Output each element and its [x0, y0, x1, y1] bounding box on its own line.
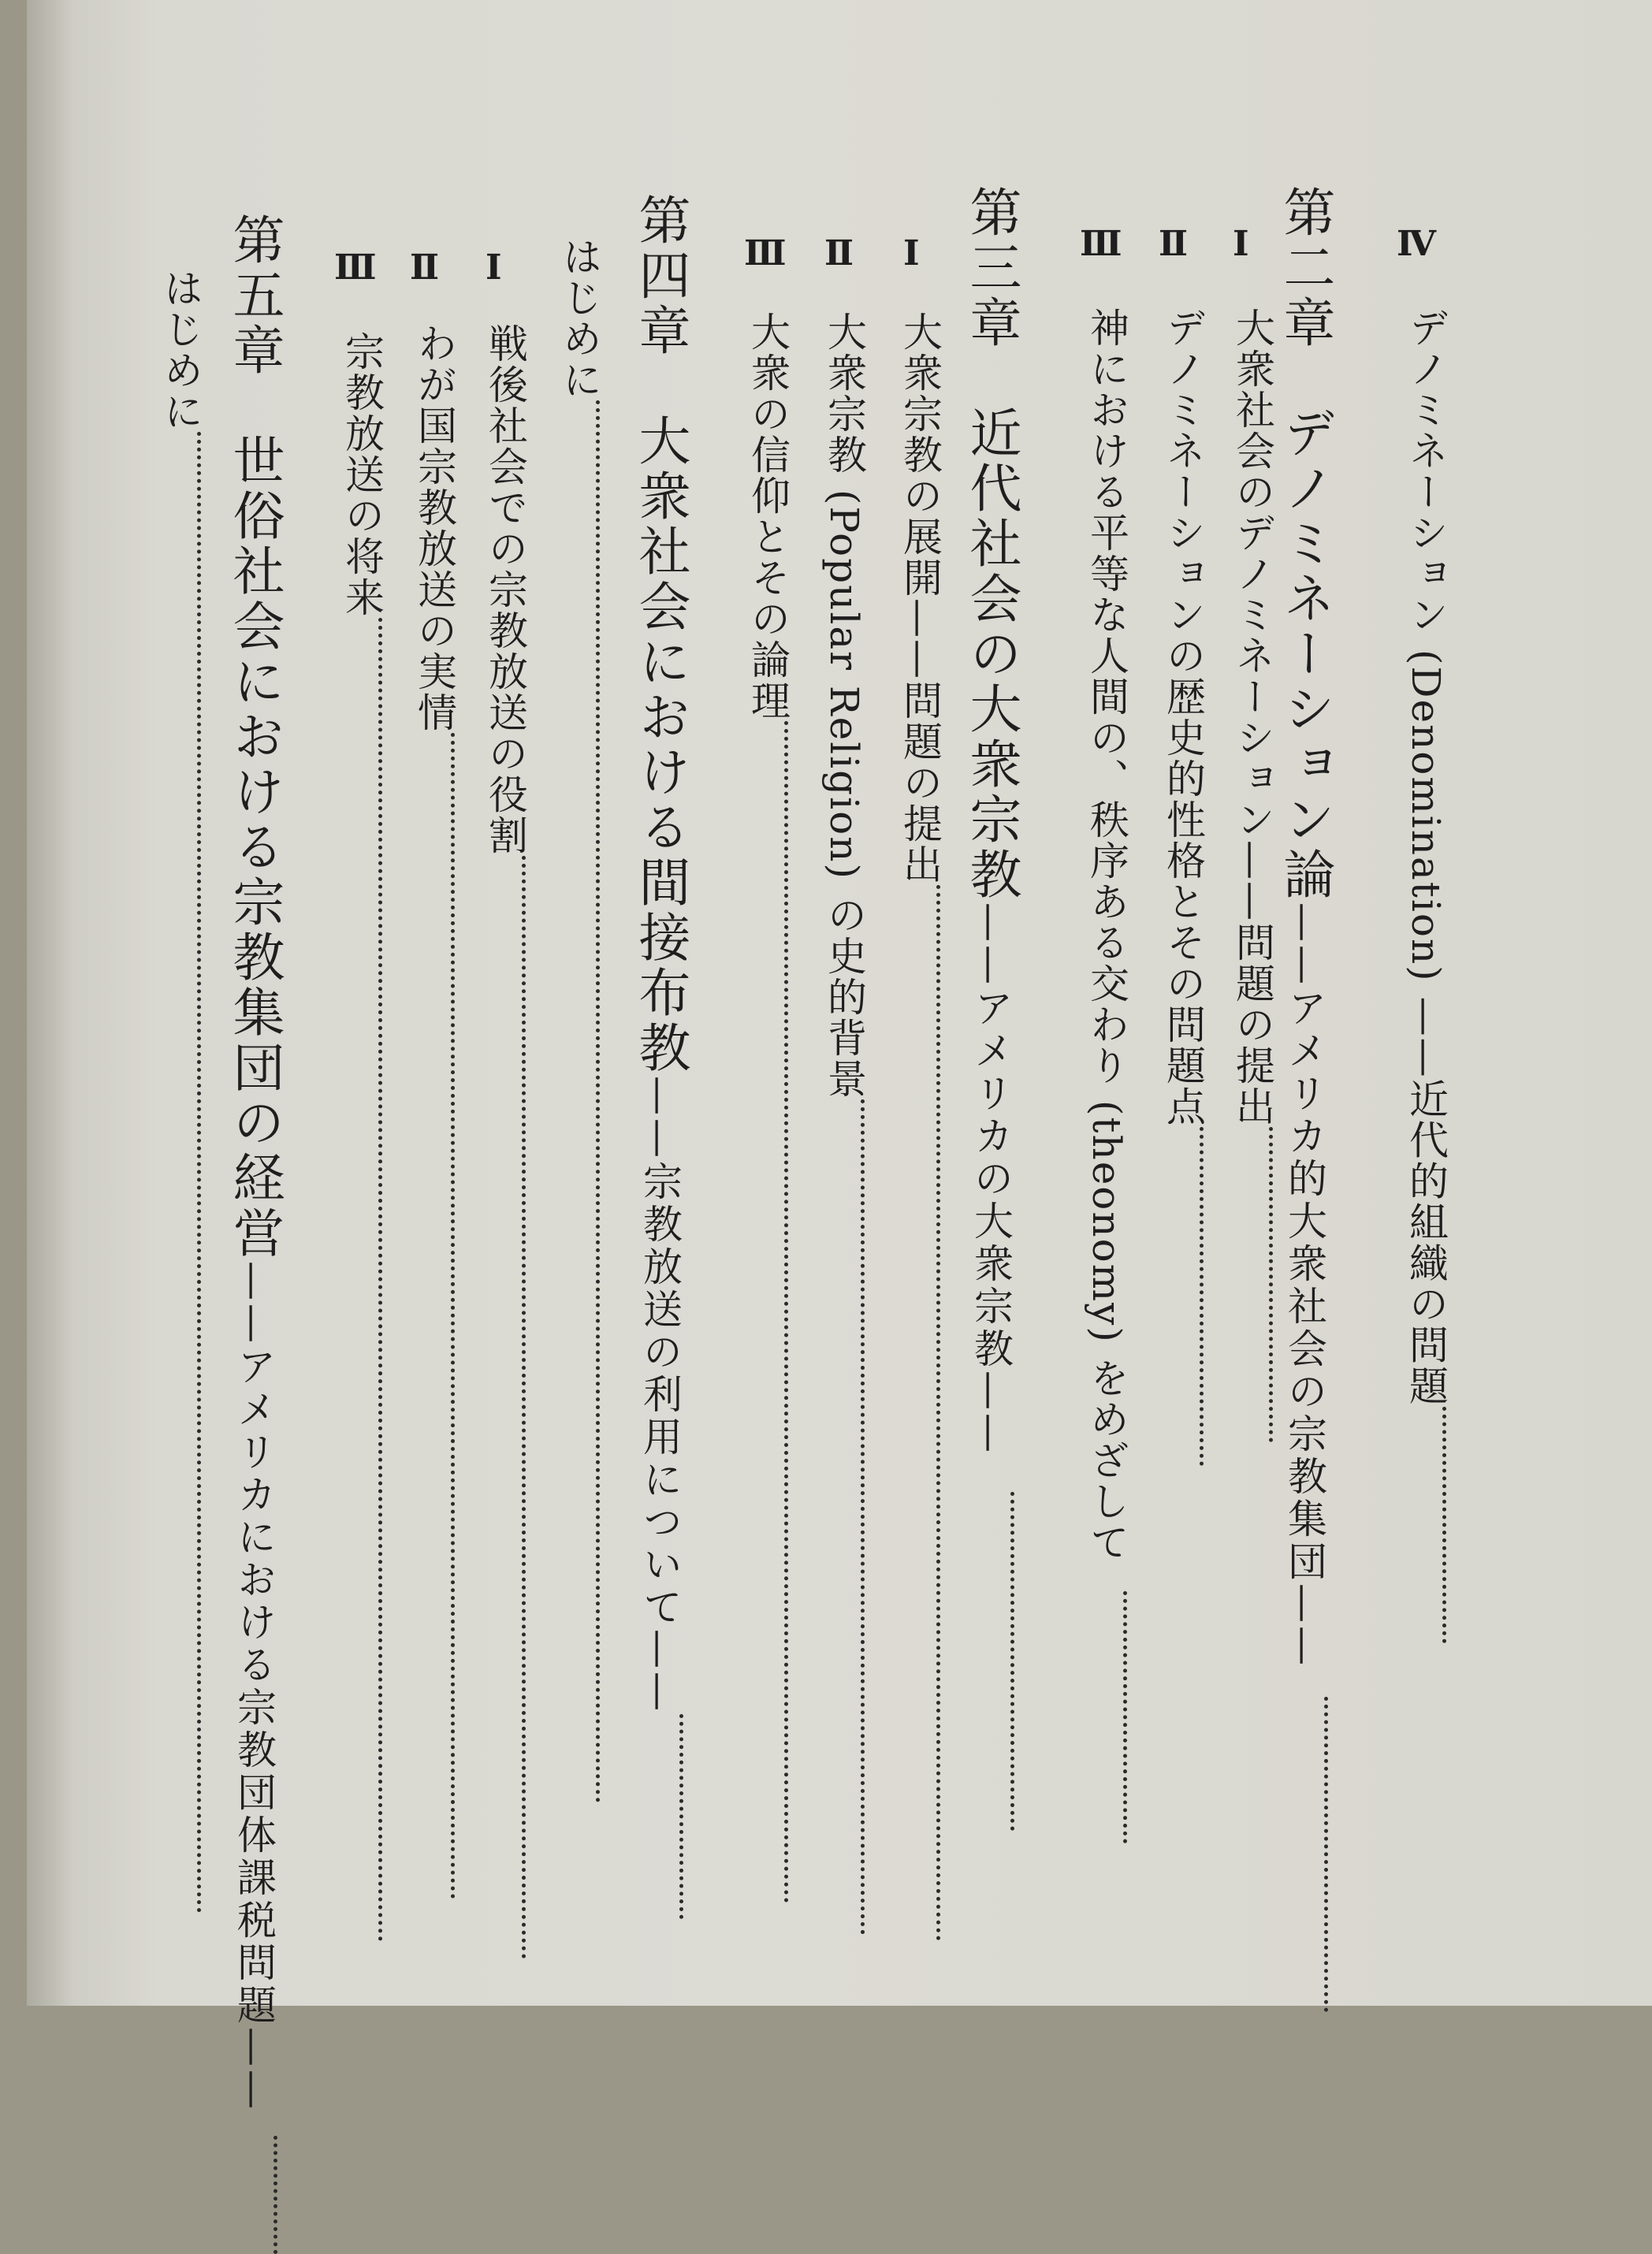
roman-numeral: Ⅱ: [410, 248, 440, 287]
leader-dots: [522, 856, 526, 1959]
book-page: [27, 0, 1652, 2112]
leader-dots: [936, 885, 940, 1941]
toc-chapter-2[interactable]: [1274, 185, 1335, 2012]
roman-numeral: Ⅳ: [1397, 225, 1436, 263]
leader-dots: [1269, 1127, 1273, 1442]
toc-entry-introduction[interactable]: [556, 236, 602, 1803]
roman-numeral: Ⅱ: [824, 234, 854, 273]
toc-chapter-3[interactable]: [961, 185, 1021, 1831]
toc-entry-text: 大衆社会のデノミネーション——問題の提出: [1230, 307, 1275, 1127]
toc-entry-text: 宗教放送の将来: [339, 331, 385, 618]
roman-numeral: Ⅲ: [334, 248, 377, 287]
toc-entry-text: 大衆宗教 (Popular Religion) の史的背景: [821, 311, 867, 1099]
roman-numeral: Ⅲ: [744, 234, 787, 273]
roman-numeral: Ⅱ: [1159, 225, 1189, 263]
roman-numeral: Ⅰ: [486, 248, 502, 287]
roman-numeral: Ⅰ: [903, 234, 920, 273]
chapter-subtitle: ——アメリカにおける宗教団体課税問題——: [231, 1261, 277, 2112]
toc-entry-text: 戦後社会での宗教放送の役割: [482, 323, 528, 856]
leader-dots: [197, 432, 201, 1914]
leader-dots: [378, 618, 382, 1942]
leader-dots: [273, 2136, 277, 2254]
chapter-title: 第二章 デノミネーション論: [1274, 185, 1335, 902]
toc-entry-section[interactable]: [897, 311, 943, 1941]
chapter-subtitle: ——宗教放送の利用について——: [637, 1076, 683, 1714]
toc-entry-section[interactable]: [745, 311, 791, 1903]
chapter-subtitle: ——アメリカ的大衆社会の宗教集団——: [1282, 902, 1327, 1668]
leader-dots: [1200, 1127, 1204, 1466]
toc-entry-text: 大衆宗教の展開——問題の提出: [897, 311, 943, 885]
toc-entry-text: 神における平等な人間の、秩序ある交わり (theonomy) をめざして: [1084, 307, 1129, 1563]
roman-numeral: Ⅲ: [1080, 225, 1122, 263]
toc-entry-text: わが国宗教放送の実情: [411, 323, 457, 733]
leader-dots: [679, 1714, 683, 1919]
toc-entry-text: デノミネーション (Denomination) ——近代的組織の問題: [1403, 307, 1449, 1407]
leader-dots: [596, 400, 600, 1803]
leader-dots: [861, 1099, 865, 1935]
toc-entry-text: 大衆の信仰とその論理: [745, 311, 791, 721]
toc-entry-introduction[interactable]: [158, 268, 203, 1914]
leader-dots: [1010, 1492, 1014, 1831]
toc-chapter-4[interactable]: [630, 193, 690, 1919]
toc-entry-section[interactable]: [411, 323, 457, 1899]
chapter-title: 第三章 近代社会の大衆宗教: [961, 185, 1021, 902]
leader-dots: [784, 721, 788, 1903]
roman-numeral: Ⅰ: [1233, 225, 1249, 263]
leader-dots: [1442, 1407, 1446, 1643]
toc-chapter-5[interactable]: [224, 213, 285, 2254]
toc-entry-section[interactable]: [821, 311, 867, 1935]
leader-dots: [1123, 1591, 1127, 1843]
leader-dots: [1324, 1697, 1328, 2012]
toc-entry-section[interactable]: [482, 323, 528, 1959]
chapter-title: 第五章 世俗社会における宗教集団の経営: [224, 213, 285, 1261]
toc-entry-section[interactable]: [1084, 307, 1129, 1843]
toc-entry-section[interactable]: [1403, 307, 1449, 1643]
toc-entry-section[interactable]: [1230, 307, 1275, 1442]
chapter-title: 第四章 大衆社会における間接布教: [630, 193, 690, 1076]
chapter-subtitle: ——アメリカの大衆宗教——: [968, 902, 1014, 1456]
leader-dots: [451, 733, 455, 1899]
toc-entry-section[interactable]: [339, 331, 385, 1942]
toc-entry-text: デノミネーションの歴史的性格とその問題点: [1160, 307, 1206, 1127]
toc-entry-text: はじめに: [556, 236, 602, 400]
toc-entry-section[interactable]: [1160, 307, 1206, 1466]
toc-entry-text: はじめに: [158, 268, 203, 432]
